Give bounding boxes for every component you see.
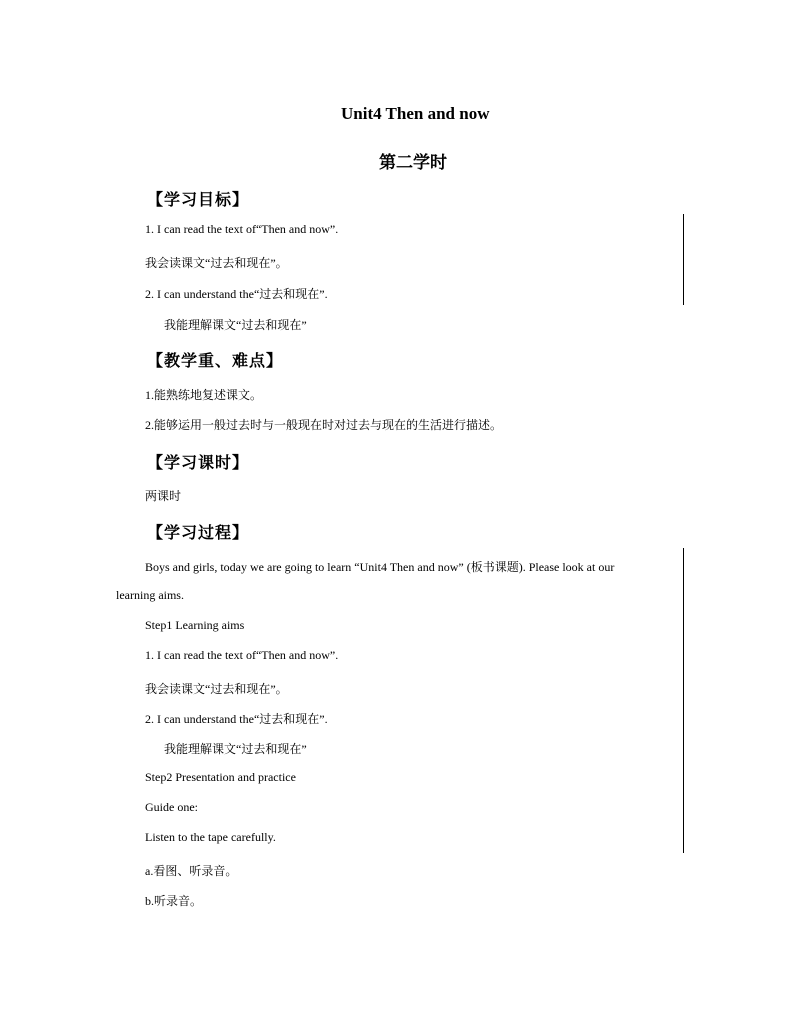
- margin-rule-1: [683, 214, 684, 305]
- lesson-period-title: 第二学时: [379, 153, 447, 172]
- goal-1-en: 1. I can read the text of“Then and now”.: [145, 222, 339, 236]
- key-points-heading: 【教学重、难点】: [147, 353, 284, 370]
- intro-line-2: learning aims.: [116, 588, 184, 602]
- step-1-item-1-cn: 我会读课文“过去和现在”。: [145, 682, 288, 696]
- goal-1-cn: 我会读课文“过去和现在”。: [145, 256, 288, 270]
- key-point-1: 1.能熟练地复述课文。: [145, 388, 263, 402]
- activity-b: b.听录音。: [145, 894, 203, 908]
- learning-goals-heading: 【学习目标】: [147, 192, 250, 209]
- document-title: Unit4 Then and now: [341, 104, 490, 123]
- margin-rule-2: [683, 548, 684, 853]
- step-2-heading: Step2 Presentation and practice: [145, 770, 296, 784]
- listen-instruction: Listen to the tape carefully.: [145, 830, 276, 844]
- class-hours-value: 两课时: [145, 489, 182, 503]
- activity-a: a.看图、听录音。: [145, 864, 238, 878]
- step-1-item-2-en: 2. I can understand the“过去和现在”.: [145, 712, 328, 726]
- goal-2-en: 2. I can understand the“过去和现在”.: [145, 287, 328, 301]
- class-hours-heading: 【学习课时】: [147, 455, 250, 472]
- guide-one-label: Guide one:: [145, 800, 198, 814]
- goal-2-cn: 我能理解课文“过去和现在”: [164, 318, 307, 332]
- learning-process-heading: 【学习过程】: [147, 525, 250, 542]
- step-1-item-1-en: 1. I can read the text of“Then and now”.: [145, 648, 339, 662]
- step-1-heading: Step1 Learning aims: [145, 618, 245, 632]
- step-1-item-2-cn: 我能理解课文“过去和现在”: [164, 742, 307, 756]
- key-point-2: 2.能够运用一般过去时与一般现在时对过去与现在的生活进行描述。: [145, 418, 503, 432]
- intro-line-1: Boys and girls, today we are going to learn “Unit4 Then and now” (板书课题). Please look at our: [145, 560, 615, 574]
